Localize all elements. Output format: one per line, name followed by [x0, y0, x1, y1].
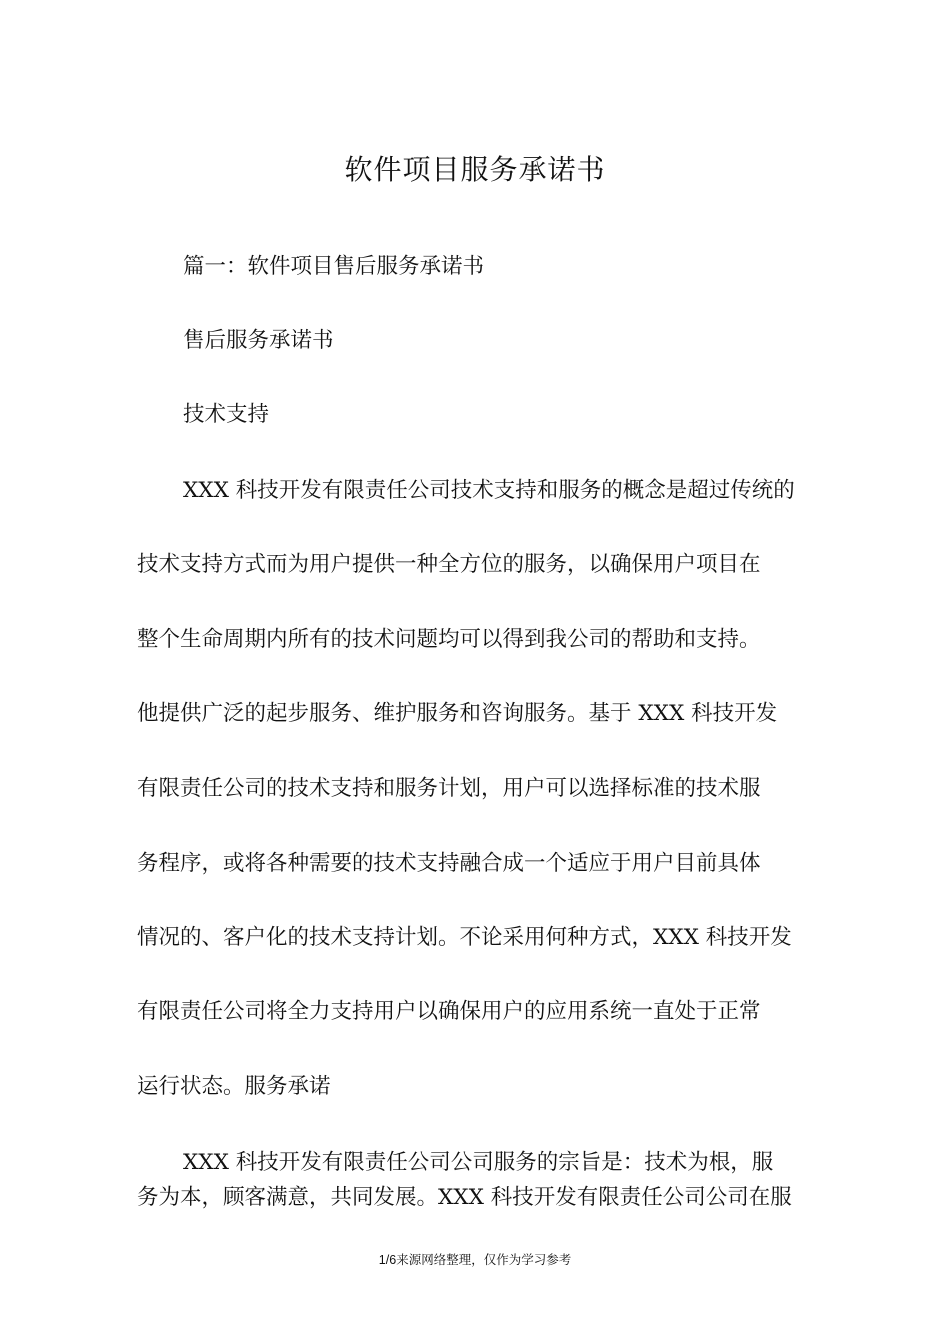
paragraph-line: 技术支持方式而为用户提供一种全方位的服务，以确保用户项目在 — [137, 552, 761, 577]
paragraph-line: XXX 科技开发有限责任公司技术支持和服务的概念是超过传统的 — [183, 478, 795, 503]
paragraph-line: 整个生命周期内所有的技术问题均可以得到我公司的帮助和支持。 — [137, 627, 761, 652]
document-title: 软件项目服务承诺书 — [344, 153, 606, 186]
paragraph-line: 他提供广泛的起步服务、维护服务和咨询服务。基于 XXX 科技开发 — [137, 701, 778, 726]
paragraph-line: 有限责任公司将全力支持用户以确保用户的应用系统一直处于正常 — [137, 999, 761, 1024]
paragraph-line: 务为本，顾客满意，共同发展。XXX 科技开发有限责任公司公司在服 — [137, 1185, 792, 1210]
sub-heading: 技术支持 — [183, 402, 270, 427]
sub-heading: 售后服务承诺书 — [183, 328, 334, 353]
paragraph-line: 有限责任公司的技术支持和服务计划，用户可以选择标准的技术服 — [137, 776, 761, 801]
paragraph-line: XXX 科技开发有限责任公司公司服务的宗旨是：技术为根，服 — [183, 1150, 774, 1175]
page-footer — [0, 1252, 950, 1268]
section-heading: 篇一：软件项目售后服务承诺书 — [183, 254, 485, 279]
footer-note: 来源网络整理，仅作为学习参考 — [396, 1252, 572, 1267]
page-indicator: 1/6 — [378, 1253, 397, 1267]
paragraph-line: 务程序，或将各种需要的技术支持融合成一个适应于用户目前具体 — [137, 851, 761, 876]
paragraph-line: 情况的、客户化的技术支持计划。不论采用何种方式，XXX 科技开发 — [137, 925, 792, 950]
paragraph-line: 运行状态。服务承诺 — [137, 1074, 331, 1099]
